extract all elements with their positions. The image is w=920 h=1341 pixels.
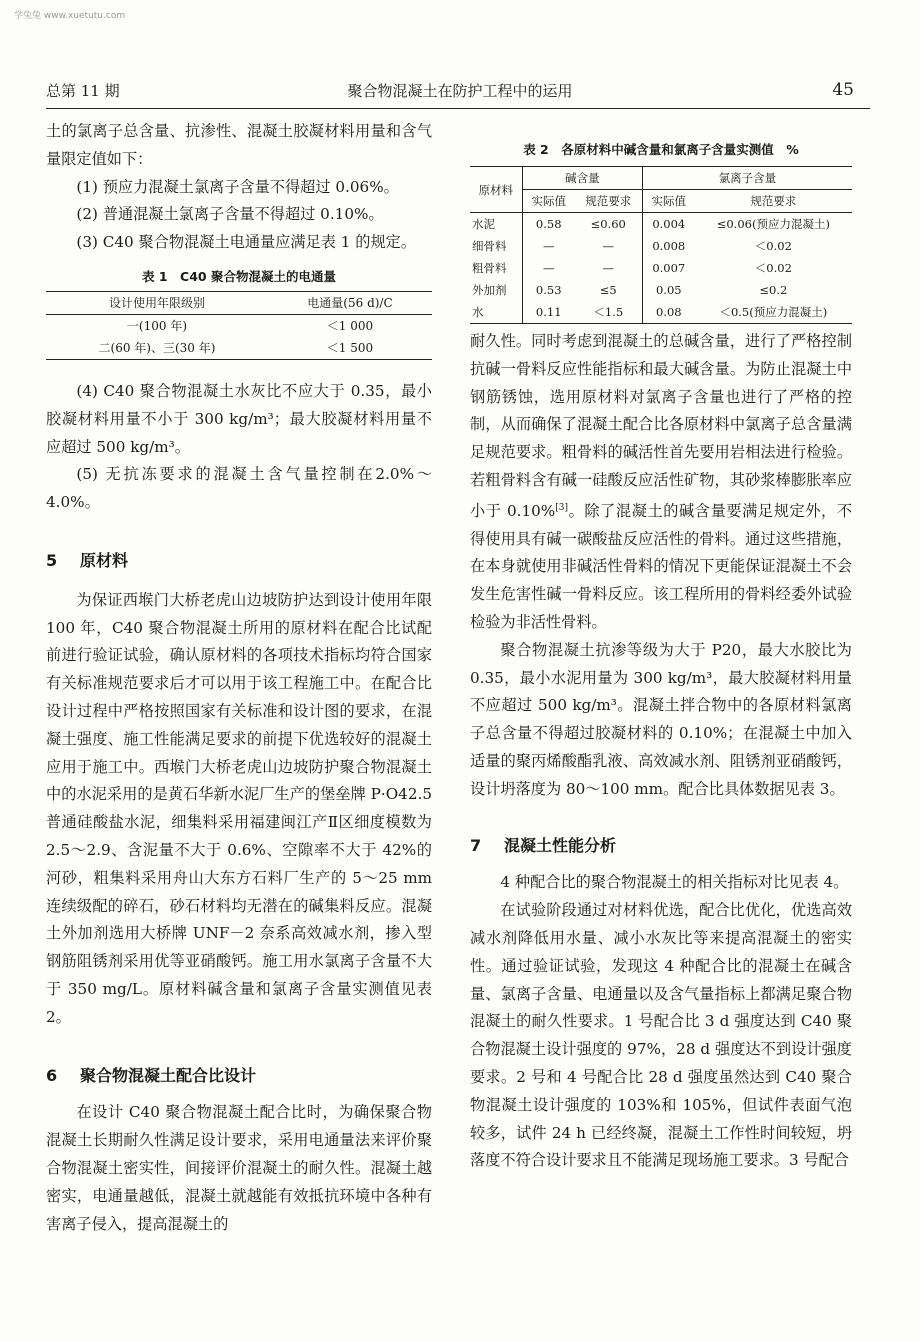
- table2-caption: 表 2 各原材料中碱含量和氯离子含量实测值 %: [523, 142, 799, 157]
- table-cell: —: [522, 235, 574, 257]
- table-cell: 0.007: [642, 257, 694, 279]
- table-cell: 粗骨料: [472, 261, 507, 275]
- section-title: 原材料: [80, 550, 129, 570]
- right-column: [470, 140, 852, 1175]
- section-5-paragraph: 为保证西堠门大桥老虎山边坡防护达到设计使用年限 100 年，C40 聚合物混凝土所用的原材料在配合比试配前进行验证试验，确认原材料的各项技术指标均符合国家有关标准规范要求后才可以用于该工程施工中。在配合比设计过程中严格按照国家有关标准和设计图的要求，在混凝土强度、施工性能满足要求的前提下优选较好的混凝土应用于施工中。西堠门大桥老虎山边坡防护聚合物混凝土中的水泥采用的是黄石华新水泥厂生产的堡垒牌 P·O42.5普通硅酸盐水泥，细集料采用福建闽江产Ⅱ区细度模数为 2.5～2.9、含泥量不大于 0.6%、空隙率不大于 42%的河砂，粗集料采用舟山大东方石料厂生产的 5～25 mm 连续级配的碎石，砂石材料均无潜在的碱集料反应。混凝土外加剂选用大桥牌 UNF－2 奈系高效减水剂，掺入型钢筋阻锈剂采用优等亚硝酸钙。施工用水氯离子含量不大于 350 mg/L。原材料碱含量和氯离子含量实测值见表 2。: [46, 590, 432, 1026]
- table-cell: 0.05: [642, 279, 694, 301]
- running-title: 聚合物混凝土在防护工程中的运用: [347, 82, 573, 100]
- table-cell: ＜0.5(预应力混凝土): [719, 305, 828, 319]
- table-cell: 二(60 年)、三(30 年): [98, 340, 216, 355]
- table-cell: ＜1.5: [593, 305, 624, 319]
- paragraph-text: 。除了混凝土的碱含量要满足规定外，不得使用具有碱一碳酸盐反应活性的骨料。通过这些措施，在本身就使用非碱活性骨料的情况下更能保证混凝土不会发生危害性碱一骨料反应。该工程所用的骨料经委外试验检验为非活性骨料。: [470, 501, 853, 632]
- section-number: 6: [46, 1065, 58, 1085]
- table-cell: ＜1 500: [326, 340, 374, 355]
- requirement-4: (4) C40 聚合物混凝土水灰比不应大于 0.35，最小胶凝材料用量不小于 300 kg/m³；最大胶凝材料用量不应超过 500 kg/m³。: [46, 381, 432, 456]
- table-row: [470, 301, 852, 324]
- table2-subheader: 规范要求: [585, 194, 632, 208]
- requirement-5: (5) 无抗冻要求的混凝土含气量控制在2.0%～4.0%。: [46, 465, 432, 512]
- requirement-2: (2) 普通混凝土氯离子含量不得超过 0.10%。: [76, 205, 384, 224]
- table-row: [470, 213, 852, 236]
- table2-header-material: 原材料: [478, 182, 514, 197]
- table1-caption: 表 1 C40 聚合物混凝土的电通量: [142, 268, 336, 284]
- table-cell: 0.08: [642, 301, 694, 324]
- table-cell: ≤5: [599, 283, 617, 297]
- table-cell: ＜0.02: [754, 261, 792, 275]
- paragraph: [470, 328, 852, 637]
- table-cell: 0.58: [522, 213, 574, 236]
- page-number: 45: [832, 80, 854, 100]
- table2-header-chloride: 氯离子含量: [642, 167, 852, 190]
- requirement-1: (1) 预应力混凝土氯离子含量不得超过 0.06%。: [76, 177, 399, 196]
- table2-subheader: 实际值: [522, 190, 574, 213]
- table-cell: ≤0.60: [590, 217, 626, 231]
- section-7-heading: [470, 832, 852, 860]
- table1-header-level: 设计使用年限级别: [108, 295, 205, 310]
- table-cell: 水泥: [472, 217, 495, 231]
- paragraph: 4 种配合比的聚合物混凝土的相关指标对比见表 4。: [500, 873, 849, 892]
- table-cell: —: [522, 257, 574, 279]
- table-row: [470, 279, 852, 301]
- table2: [470, 166, 852, 324]
- section-number: 7: [470, 835, 482, 855]
- left-column: [46, 118, 432, 1238]
- table-cell: 0.11: [522, 301, 574, 324]
- table-cell: 0.008: [642, 235, 694, 257]
- paragraph-text: 耐久性。同时考虑到混凝土的总碱含量，进行了严格控制抗碱一骨料反应性能指标和最大碱含量。为防止混凝土中钢筋锈蚀，选用原材料对氯离子含量也进行了严格的控制，从而确保了混凝土配合比各原材料中氯离子总含量满足规范要求。粗骨料的碱活性首先要用岩相法进行检验。若粗骨料含有碱一硅酸反应活性矿物，其砂浆棒膨胀率应小于 0.10%: [470, 332, 852, 520]
- table1-header-flux: 电通量(56 d)/C: [307, 295, 393, 310]
- watermark: 学兔兔 www.xuetutu.com: [14, 11, 126, 21]
- table-cell: ≤0.2: [759, 283, 788, 297]
- table-row: [46, 314, 432, 337]
- table2-subheader: 实际值: [642, 190, 694, 213]
- section-title: 混凝土性能分析: [504, 835, 617, 855]
- journal-issue: 总第 11 期: [46, 82, 120, 100]
- table2-header-alkali: 碱含量: [522, 167, 642, 190]
- table-cell: 外加剂: [472, 283, 507, 297]
- paragraph: 在试验阶段通过对材料优选，配合比优化，优选高效减水剂降低用水量、减小水灰比等来提高混凝土的密实性。通过验证试验，发现这 4 种配合比的混凝土在碱含量、氯离子含量、电通量以及含气量指标上都满足聚合物混凝土的耐久性要求。1 号配合比 3 d 强度达到 C40 聚合物混凝土设计强度的 97%，28 d 强度达不到设计强度要求。2 号和 4 号配合比 28 d 强度虽然达到 C40 聚合物混凝土设计强度的 103%和 105%，但试件表面气泡较多，试件 24 h 已经终凝，混凝土工作性时间较短，坍落度不符合设计要求且不能满足现场施工要求。3 号配合: [470, 901, 852, 1170]
- table-row: [470, 235, 852, 257]
- table-cell: ≤0.06(预应力混凝土): [716, 217, 830, 231]
- table-cell: ＜0.02: [754, 239, 792, 253]
- table-row: [46, 337, 432, 360]
- table-cell: 水: [472, 305, 484, 319]
- table-cell: ＜1 000: [326, 318, 374, 333]
- paragraph: 土的氯离子总含量、抗渗性、混凝土胶凝材料用量和含气量限定值如下：: [46, 122, 432, 168]
- table-cell: —: [602, 261, 614, 275]
- header-rule: [46, 108, 870, 109]
- section-6-paragraph: 在设计 C40 聚合物混凝土配合比时，为确保聚合物混凝土长期耐久性满足设计要求，采用电通量法来评价聚合物混凝土密实性，间接评价混凝土的耐久性。混凝土越密实，电通量越低，混凝土就越能有效抵抗环境中各种有害离子侵入，提高混凝土的: [46, 1103, 432, 1233]
- section-number: 5: [46, 550, 58, 570]
- section-5-heading: [46, 547, 432, 575]
- requirement-3: (3) C40 聚合物混凝土电通量应满足表 1 的规定。: [76, 233, 417, 252]
- table-cell: —: [602, 239, 614, 253]
- table1: [46, 291, 432, 360]
- section-title: 聚合物混凝土配合比设计: [80, 1065, 257, 1085]
- table-row: [470, 257, 852, 279]
- table-cell: 一(100 年): [126, 318, 188, 333]
- table-cell: 细骨料: [472, 239, 507, 253]
- section-6-heading: [46, 1062, 432, 1090]
- table-cell: 0.004: [642, 213, 694, 236]
- table2-subheader: 规范要求: [750, 194, 797, 208]
- table-cell: 0.53: [522, 279, 574, 301]
- paragraph: 聚合物混凝土抗渗等级为大于 P20，最大水胶比为 0.35，最小水泥用量为 300 kg/m³，最大胶凝材料用量不应超过 500 kg/m³。混凝土拌合物中的各原材料氯离子总含量不得超过胶凝材料的 0.10%；在混凝土中加入适量的聚丙烯酸酯乳液、高效减水剂、阻锈剂亚硝酸钙，设计坍落度为 80～100 mm。配合比具体数据见表 3。: [470, 640, 852, 798]
- citation: [3]: [555, 502, 568, 513]
